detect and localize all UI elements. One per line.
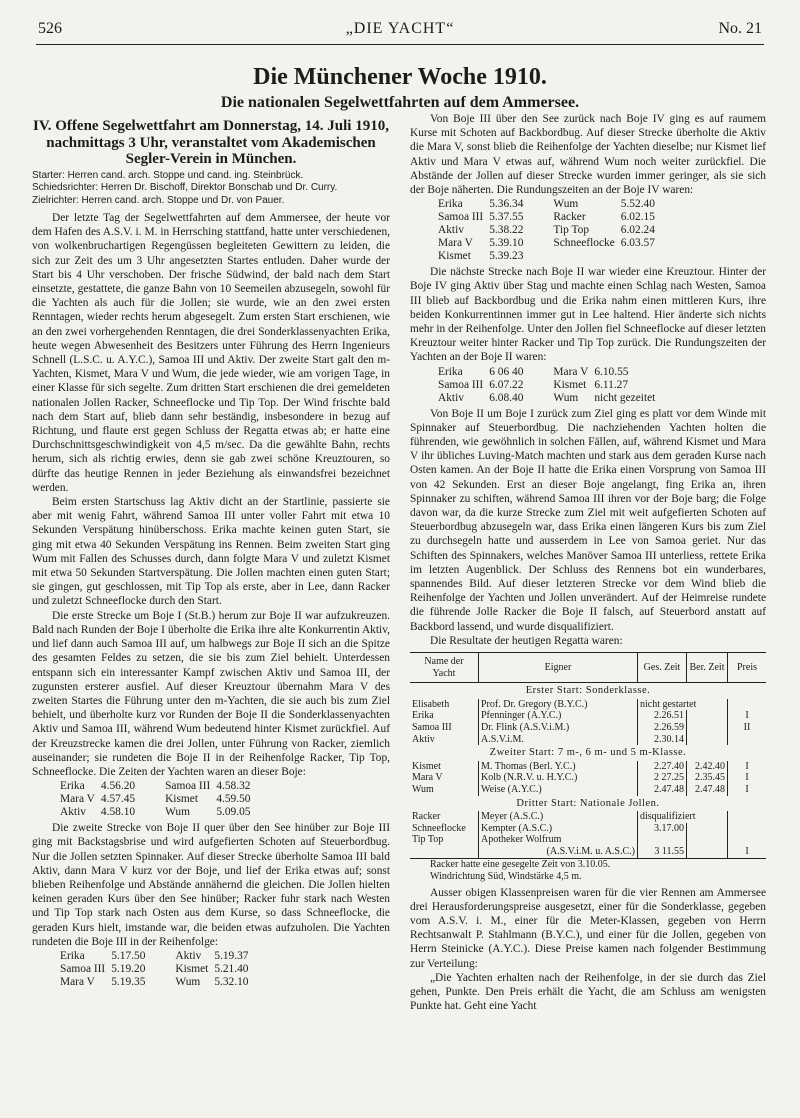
article-subtitle: Die nationalen Segelwettfahrten auf dem Ammersee. <box>220 94 580 111</box>
table-row: Elisabeth Prof. Dr. Gregory (B.Y.C.) nicht gestartet <box>410 699 766 711</box>
running-header <box>38 20 762 42</box>
table-row: Samoa III Dr. Flink (A.S.V.i.M.) 2.26.59 II <box>410 722 766 734</box>
paragraph: Die nächste Strecke nach Boje II war wieder eine Kreuztour. Hinter der Boje IV ging Aktiv über Stag und machte einen Schlag nach Westen, Samoa III blieb auf Backbordbug und die Erika nahm einen mittleren Kurs, ihre beiden Konkurrentinnen immer gut in Lee haltend. Hier änderte sich nichts mehr in der Reihenfolge. Unter den Jollen fiel Schneeflocke auf dieser letzten Kreuztour weiter hinter Racker und Tip Top zurück. Die Rundungszeiten der Yachten an der Boje II waren: <box>410 266 766 364</box>
results-table <box>410 652 766 859</box>
col-header-name: Name der Yacht <box>410 653 479 683</box>
results-header-row <box>410 653 766 683</box>
table-row: Erika 6 06 40 Mara V 6.10.55 <box>438 365 629 378</box>
col-header-owner: Eigner <box>479 653 638 683</box>
officials-starter: Starter: Herren cand. arch. Stoppe und cand. ing. Steinbrück. <box>32 169 304 181</box>
table-row: Samoa III 6.07.22 Kismet 6.11.27 <box>438 378 629 391</box>
paragraph: Von Boje II um Boje I zurück zum Ziel ging es platt vor dem Winde mit Spinnaker auf Steuerbordbug. Die nachziehenden Yachten holten die führenden, wie gewöhnlich in solchen Fällen, auf, während Kismet und Mara V ihr übliches Luving-Match machten und stark aus dem geraden Kurse nach Osten kamen. An der Boje II hatte die Erika einen Vorsprung von Samoa III von 42 Sekunden. Erst an dieser Boje angelangt, fing Erika an, ihren Spinnaker zu schiften, während Samoa III ihren vor der Boje barg; die Folge davon war, da die kurze Strecke zum Ziel mit weit aufgefierten Schoten auf Steuerbordbug abzusegeln war, dass Erika einen längeren Kurs bis zum Ziel zu durchsegeln hatte und ausserdem in Lee von Samoa geriet. Nur das Schiften des Spinnakers, welches Manöver Samoa III unterliess, rettete Erika im letzten Augenblick. Der Schluss des Rennens bot ein wunderbares, spannendes Bild. Auf dieser letzteren Strecke vor dem Wind blieb die Reihenfolge der Yachten und Jollen unverändert. Auf der Heimreise rundete die führende Jolle Racker die Boje II falsch, auf Steuerbord anstatt auf Backbord lassend, und wurde disqualifiziert. <box>410 407 766 633</box>
paragraph: Von Boje III über den See zurück nach Boje IV ging es auf raumem Kurse mit Schoten auf Backbordbug. Auf dieser Strecke überholte die Aktiv die Mara V, sonst blieb die Reihenfolge der Yachten dieselbe; nur Kismet lief Aktiv und Mara V etwas auf, während Wum noch weiter zurückfiel. Die Abstände der Jollen auf dieser Strecke wurden immer geringer, als sie sich der Boje näherten. Die Rundungszeiten an der Boje IV waren: <box>410 113 766 197</box>
table-row: Mara V 4.57.45 Kismet 4.59.50 <box>60 793 251 806</box>
table-row: Wum Weise (A.Y.C.) 2.47.48 2.47.48 I <box>410 784 766 796</box>
table-row: Schneeflocke Kempter (A.S.C.) 3.17.00 <box>410 823 766 835</box>
paragraph: Der letzte Tag der Segelwettfahrten auf dem Ammersee, der heute vor dem Hafen des A.S.V. i. M. in Herrsching stattfand, hatte unter verschiedenen, von wolkenbruchartigen Regengüssen begleiteten Gewittern zu leiden, die sich zur Zeit des um 3 Uhr angesetzten Startes entluden. Daher wurde der Start bis 4 Uhr verschoben. Der frische Südwind, der bald nach dem Start einsetzte, gestattete, die ganze Bahn von 10 Seemeilen abzusegeln, sowohl für die Yachten als auch für die Jollen; sie wurde, wie an den zwei ersten Renntagen, wieder rechts herum abgesegelt. Zum ersten Start erschienen, wie an den zwei vorhergehenden Renntagen, die drei Sonderklassenyachten Erika, heute wegen Abwesenheit des Besitzers unter Führung des Herrn Ingenieurs Schnell (L.S.C. u. A.Y.C.), Samoa III und Aktiv. Der zweite Start galt den m-Yachten, Kismet, Mara V und Wum, die jede wieder, wie am vorigen Tage, in einer Klasse für sich segelte. Zum dritten Start erschienen die drei gemeldeten nationalen Jollen Racker, Schneeflocke und Tip Top. Der Wind frischte bald nach dem Start auf, blieb dann sehr beständig, insbesondere in bezug auf Richtung, und flaute erst gegen Schluss der Regatta etwas ab; er hatte eine Durchschnittsgeschwindigkeit von 4,5 m/sec. Da die gewählte Bahn, rechts herum, sich als richtig erwies, denn sie gab zwei schöne Kreuztouren, so dürfte das heutige Rennen in jeder Beziehung als einwandsfrei bezeichnet werden. <box>32 212 390 494</box>
article-title: Die Münchener Woche 1910. <box>253 64 547 90</box>
table-row: Samoa III 5.37.55 Racker 6.02.15 <box>438 211 655 224</box>
table-row: Kismet 5.39.23 <box>438 250 524 263</box>
paragraph: Ausser obigen Klassenpreisen waren für die vier Rennen am Ammersee drei Herausforderungspreise ausgesetzt, einer für die Sonderklasse, gegeben vom A.S.V. i. M., einer für die Meter-Klassen, gegeben von Herrn Rechtsanwalt P. Stahlmann (B.Y.C.), und einer für die Jollen, gegeben von Herrn Steinicke (A.Y.C.). Diese Preise kamen nach folgender Bestimmung zur Verteilung: <box>410 886 766 970</box>
group-title: Erster Start: Sonderklasse. <box>525 685 651 697</box>
paragraph: Die zweite Strecke von Boje II quer über den See hinüber zur Boje III ging mit Backstagsbrise und wird aufgefierten Schoten auf Steuerbordbug. Nur die Jollen setzten Spinnaker. Auf dieser Strecke überholte Samoa III bald Aktiv, dann Mara V kurz vor der Boje, und lief der Erika etwas auf; sonst blieben Reihenfolge und Abstände annähernd die gleichen. Die Jollen hielten keinen geraden Kurs über den See hinüber; Racker fuhr stark nach Westen und Tip Top stark nach Osten aus dem Kurse, so dass Schneeflocke, die geraden Kurs hielt, imstande war, die beiden etwas aufzuholen. Die Yachten rundeten die Boje III in der Reihenfolge: <box>32 822 390 948</box>
results-note: Windrichtung Süd, Windstärke 4,5 m. <box>430 870 582 882</box>
table-row: Mara V 5.19.35 Wum 5.32.10 <box>60 975 249 988</box>
col-header-elapsed: Ges. Zeit <box>638 653 687 683</box>
table-row: Kismet M. Thomas (Berl. Y.C.) 2.27.40 2.42.40 I <box>410 761 766 773</box>
times-table-boje2 <box>60 780 256 819</box>
officials-referees: Schiedsrichter: Herren Dr. Bischoff, Direktor Bonschab und Dr. Curry. <box>32 182 338 193</box>
table-row: Samoa III 5.19.20 Kismet 5.21.40 <box>60 962 249 975</box>
group-title: Zweiter Start: 7 m-, 6 m- und 5 m-Klasse. <box>489 747 687 759</box>
col-header-prize: Preis <box>728 653 767 683</box>
table-row: Aktiv 5.38.22 Tip Top 6.02.24 <box>438 224 655 237</box>
times-table-boje4 <box>438 198 661 263</box>
paragraph: Die erste Strecke um Boje I (St.B.) herum zur Boje II war aufzukreuzen. Bald nach Runden der Boje I überholte die Erika ihre alte Konkurrentin Aktiv, und lief dann auch Samoa III auf, um halbwegs zur Boje II sich an die Spitze des gesamten Feldes zu setzen, die sie bis zum Ziel behielt. Unterdessen entspann sich ein interessanter Kampf zwischen Aktiv und Samoa III, der zugunsten ersterer ausfiel. Auf dieser Kreuztour übernahm Mara V des zweiten Startes die Führung unter den m-Yachten, die sie auch bis zum Ziel behielt, und überholte kurz vor Runden der Boje II die Sonderklassenyachten Aktiv und Samoa III, während Wum bedeutend hinter Kismet zurückfiel. Auf der Kreuzstrecke kamen die drei Jollen, unter Führung von Racker, ziemlich auseinander; sie rundeten die Boje II in der Reihenfolge Racker, Tip Top, Schneeflocke. Die Zeiten der Yachten waren an dieser Boje: <box>32 609 390 778</box>
page-number: 526 <box>38 20 62 37</box>
left-column <box>32 112 390 991</box>
journal-title: „DIE YACHT“ <box>345 20 455 37</box>
table-row: Mara V 5.39.10 Schneeflocke 6.03.57 <box>438 237 655 250</box>
issue-number: No. 21 <box>718 20 762 37</box>
table-row: (A.S.V.i.M. u. A.S.C.) 3 11.55 I <box>410 846 766 858</box>
right-column <box>410 112 766 1013</box>
times-table-boje2-second <box>438 366 661 405</box>
paragraph: Beim ersten Startschuss lag Aktiv dicht an der Startlinie, passierte sie aber mit wenig Fahrt, während Samoa III unter voller Fahrt mit etwa 10 Sekunden Verspätung hinüberschoss. Erika machte keinen guten Start, sie ging mit etwa 40 Sekunden Verspätung ins Rennen. Beim zweiten Start ging Wum mit Fallen des Schusses durch, dann folgte Mara V und zuletzt Kismet mit etwa 50 Sekunden Startverspätung. Die Jollen machten einen guten Start; sie gingen, gut geschlossen, mit Tip Top als erste, aber in Lee, dann Racker und zuletzt Schneeflocke durch den Start. <box>32 496 390 608</box>
table-row: Erika Pfenninger (A.Y.C.) 2.26.51 I <box>410 710 766 722</box>
table-row: Erika 5.17.50 Aktiv 5.19.37 <box>60 949 249 962</box>
officials-judges: Zielrichter: Herren cand. arch. Stoppe und Dr. von Pauer. <box>32 194 285 206</box>
paragraph: „Die Yachten erhalten nach der Reihenfolge, in der sie durch das Ziel gehen, Punkte. Den Preis erhält die Yacht, die am Schluss am wenigsten Punkte hat. Geht eine Yacht <box>410 971 766 1013</box>
table-row: Aktiv 6.08.40 Wum nicht gezeitet <box>438 391 656 404</box>
header-rule <box>36 44 764 45</box>
col-header-corrected: Ber. Zeit <box>687 653 728 683</box>
results-note: Racker hatte eine gesegelte Zeit von 3.10.05. <box>430 858 611 870</box>
paragraph: Die Resultate der heutigen Regatta waren: <box>430 634 623 647</box>
section-heading: IV. Offene Segelwettfahrt am Donnerstag, 14. Juli 1910, nachmittags 3 Uhr, veranstaltet vom Akademischen Segler-Verein in München. <box>33 118 389 167</box>
table-row: Mara V Kolb (N.R.V. u. H.Y.C.) 2 27.25 2.35.45 I <box>410 772 766 784</box>
table-row: Aktiv 4.58.10 Wum 5.09.05 <box>60 806 251 819</box>
table-row: Racker Meyer (A.S.C.) disqualifiziert <box>410 811 766 823</box>
table-row: Erika 4.56.20 Samoa III 4.58.32 <box>60 780 251 793</box>
table-row: Erika 5.36.34 Wum 5.52.40 <box>438 198 655 211</box>
table-row: Aktiv A.S.V.i.M. 2.30.14 <box>410 734 766 746</box>
group-title: Dritter Start: Nationale Jollen. <box>516 797 660 809</box>
times-table-boje3 <box>60 950 254 989</box>
officials-list <box>32 170 390 208</box>
table-row: Tip Top Apotheker Wolfrum <box>410 834 766 846</box>
